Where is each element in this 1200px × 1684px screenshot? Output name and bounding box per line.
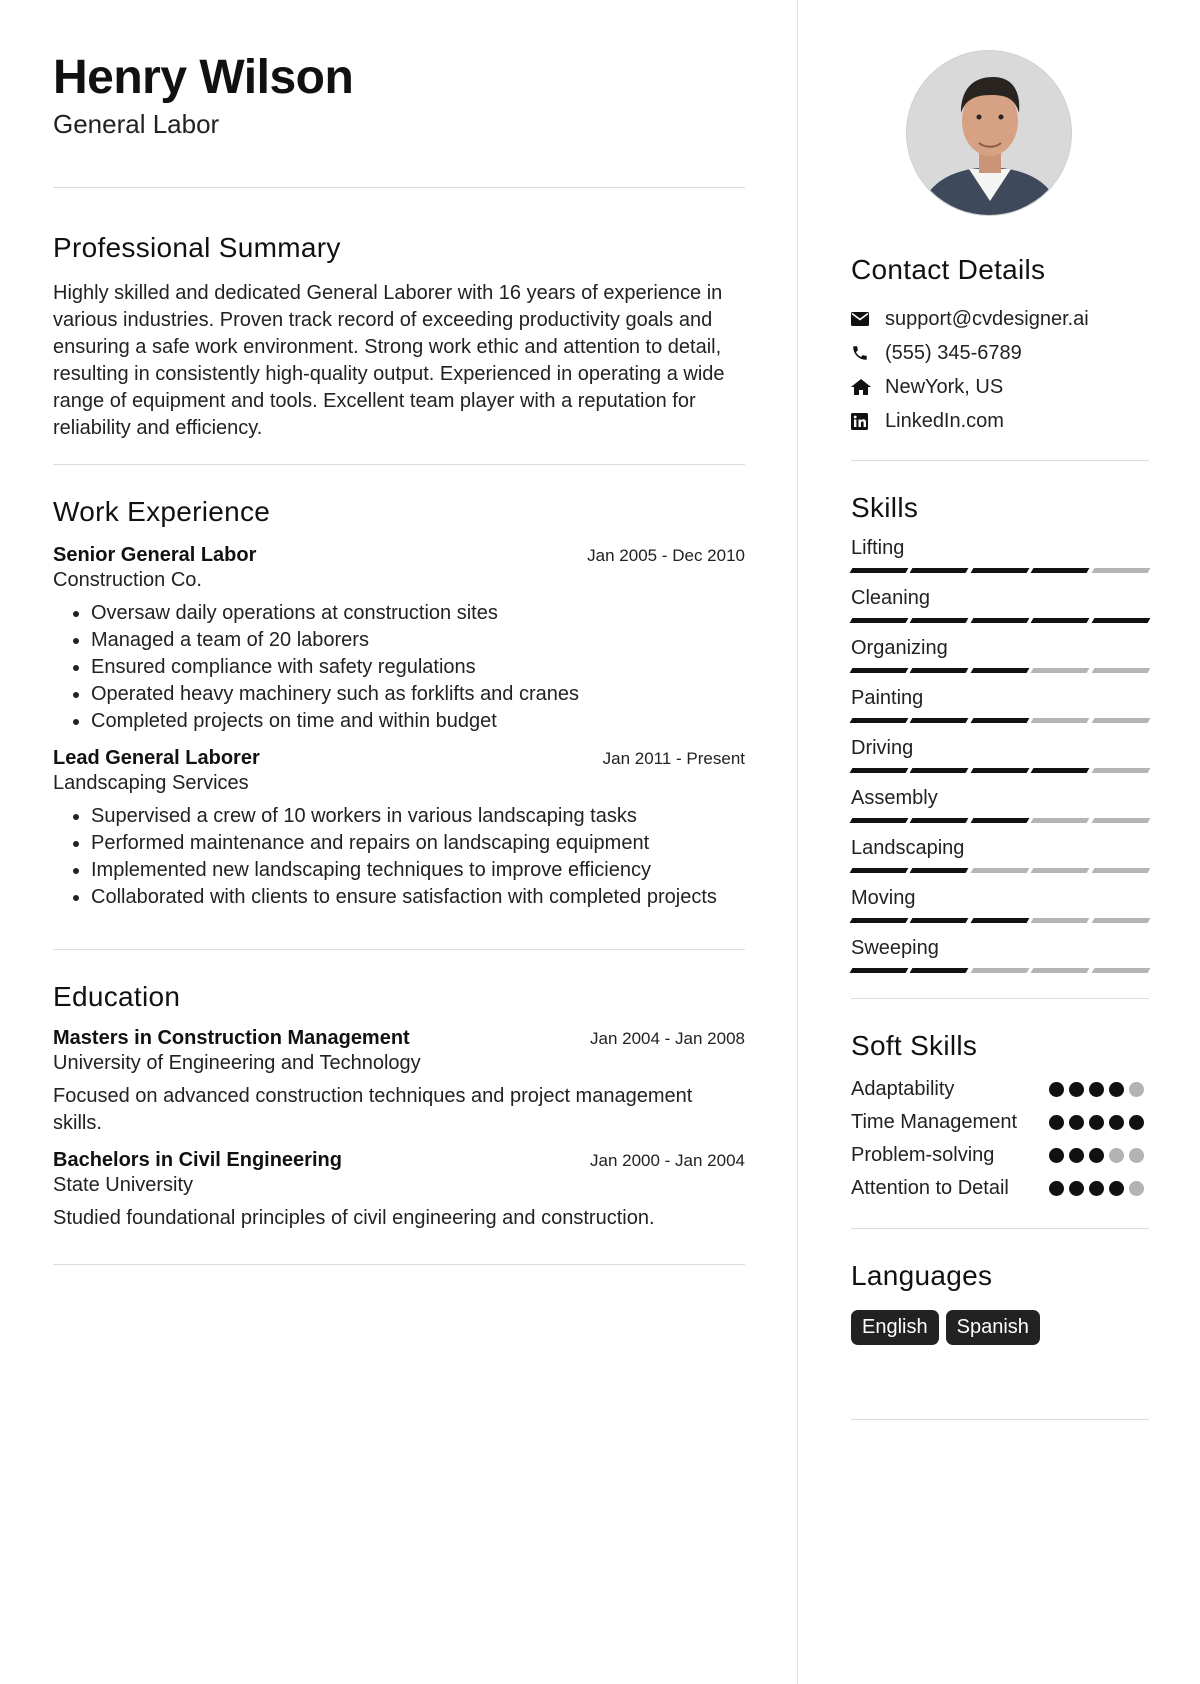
rating-dot-filled	[1109, 1115, 1124, 1130]
skill-segment-empty	[1031, 968, 1090, 973]
skill-level-bar	[851, 768, 1149, 774]
email-text: support@cvdesigner.ai	[885, 307, 1089, 330]
soft-skill-rating	[1049, 1175, 1149, 1198]
rating-dot-filled	[1069, 1082, 1084, 1097]
skill-segment-filled	[910, 818, 969, 823]
skill-segment-filled	[970, 618, 1029, 623]
rating-dot-filled	[1089, 1115, 1104, 1130]
skill-segment-empty	[1091, 568, 1150, 573]
linkedin-text: LinkedIn.com	[885, 409, 1004, 432]
skill-name: Landscaping	[851, 837, 965, 859]
bullet-item: • Performed maintenance and repairs on landscaping equipment	[91, 830, 745, 857]
summary-divider	[53, 464, 745, 465]
bullet-item: • Managed a team of 20 laborers	[91, 627, 745, 654]
contact-divider	[851, 460, 1149, 461]
rating-dot-filled	[1089, 1148, 1104, 1163]
skill-segment-empty	[1091, 918, 1150, 923]
skill-segment-empty	[1031, 668, 1090, 673]
skill-level-bar	[851, 868, 1149, 874]
home-icon	[851, 379, 885, 395]
skill-segment-filled	[1091, 618, 1150, 623]
job-date: Jan 2005 - Dec 2010	[587, 546, 745, 566]
languages-list	[851, 1310, 1149, 1345]
languages-heading: Languages	[851, 1260, 993, 1291]
soft-skills-list	[851, 1076, 1149, 1202]
rating-dot-empty	[1129, 1082, 1144, 1097]
contact-email[interactable]	[851, 302, 1149, 336]
skill-segment-filled	[910, 618, 969, 623]
contact-phone[interactable]	[851, 336, 1149, 370]
degree-name: Bachelors in Civil Engineering	[53, 1149, 342, 1172]
skill-segment-filled	[970, 768, 1029, 773]
skill-segment-empty	[1091, 768, 1150, 773]
skill-name: Lifting	[851, 537, 905, 559]
skill-segment-filled	[970, 568, 1029, 573]
skill-segment-filled	[910, 968, 969, 973]
skill-segment-empty	[1031, 868, 1090, 873]
rating-dot-empty	[1109, 1148, 1124, 1163]
skill-segment-filled	[970, 718, 1029, 723]
soft-skill-rating	[1049, 1076, 1149, 1099]
education-divider	[53, 1264, 745, 1265]
skill-segment-filled	[970, 918, 1029, 923]
rating-dot-filled	[1049, 1181, 1064, 1196]
soft-skill-rating	[1049, 1109, 1149, 1132]
skill-level-bar	[851, 668, 1149, 674]
skill-segment-empty	[1091, 668, 1150, 673]
skill-segment-empty	[970, 868, 1029, 873]
skill-name: Assembly	[851, 787, 938, 809]
skill-level-bar	[851, 968, 1149, 974]
skill-level-bar	[851, 818, 1149, 824]
education-description: Studied foundational principles of civil engineering and construction.	[53, 1207, 655, 1230]
rating-dot-filled	[1069, 1181, 1084, 1196]
job-bullets	[53, 803, 745, 911]
skill-name: Sweeping	[851, 937, 939, 959]
skill-name: Painting	[851, 687, 924, 709]
contact-heading: Contact Details	[851, 254, 1046, 285]
experience-divider	[53, 949, 745, 950]
bullet-item: • Collaborated with clients to ensure satisfaction with completed projects	[91, 884, 745, 911]
soft-skill-name: Attention to Detail	[851, 1177, 1009, 1199]
skill-segment-filled	[1031, 768, 1090, 773]
soft-skill-rating	[1049, 1142, 1149, 1165]
rating-dot-empty	[1129, 1181, 1144, 1196]
school-name: University of Engineering and Technology	[53, 1052, 421, 1075]
skill-name: Moving	[851, 887, 916, 909]
header-divider	[53, 187, 745, 188]
skill-segment-filled	[910, 568, 969, 573]
rating-dot-filled	[1049, 1148, 1064, 1163]
soft-skill-row	[851, 1109, 1149, 1136]
skill-item	[851, 684, 1149, 734]
job-entry	[53, 544, 745, 735]
bullet-item: • Implemented new landscaping techniques to improve efficiency	[91, 857, 745, 884]
location-text: NewYork, US	[885, 375, 1004, 398]
skill-segment-empty	[1091, 868, 1150, 873]
job-role: Senior General Labor	[53, 544, 257, 567]
school-name: State University	[53, 1174, 194, 1197]
languages-divider	[851, 1419, 1149, 1420]
language-pill: English	[851, 1310, 939, 1345]
job-bullets	[53, 600, 745, 735]
skill-item	[851, 734, 1149, 784]
skill-segment-empty	[1031, 718, 1090, 723]
skill-level-bar	[851, 718, 1149, 724]
skill-segment-filled	[970, 668, 1029, 673]
skill-segment-filled	[850, 868, 909, 873]
skill-segment-filled	[850, 818, 909, 823]
bullet-item: • Supervised a crew of 10 workers in various landscaping tasks	[91, 803, 745, 830]
rating-dot-filled	[1109, 1181, 1124, 1196]
envelope-icon	[851, 312, 885, 326]
job-date: Jan 2011 - Present	[602, 749, 745, 769]
language-pill: Spanish	[946, 1310, 1040, 1345]
job-role: Lead General Laborer	[53, 747, 260, 770]
skill-item	[851, 884, 1149, 934]
candidate-title: General Labor	[53, 109, 220, 140]
skill-segment-empty	[1091, 818, 1150, 823]
skill-name: Driving	[851, 737, 914, 759]
rating-dot-filled	[1129, 1115, 1144, 1130]
skill-segment-filled	[850, 968, 909, 973]
candidate-name: Henry Wilson	[53, 51, 354, 104]
rating-dot-filled	[1089, 1082, 1104, 1097]
linkedin-icon	[851, 413, 885, 430]
soft-skill-row	[851, 1076, 1149, 1103]
soft-skill-name: Time Management	[851, 1111, 1017, 1133]
skill-segment-filled	[910, 668, 969, 673]
skills-divider	[851, 998, 1149, 999]
skill-item	[851, 834, 1149, 884]
portrait-illustration	[907, 51, 1072, 216]
education-entry	[53, 1149, 745, 1232]
contact-linkedin[interactable]	[851, 404, 1149, 438]
summary-heading: Professional Summary	[53, 232, 341, 264]
skill-item	[851, 534, 1149, 584]
skill-segment-filled	[910, 918, 969, 923]
education-heading: Education	[53, 981, 181, 1013]
education-entry	[53, 1027, 745, 1137]
skill-segment-filled	[850, 568, 909, 573]
skill-segment-filled	[850, 618, 909, 623]
job-entry	[53, 747, 745, 911]
skills-list	[851, 534, 1149, 984]
rating-dot-empty	[1129, 1148, 1144, 1163]
rating-dot-filled	[1109, 1082, 1124, 1097]
skill-segment-filled	[850, 668, 909, 673]
skill-segment-empty	[1031, 918, 1090, 923]
soft-skills-heading: Soft Skills	[851, 1030, 978, 1061]
skill-segment-empty	[1031, 818, 1090, 823]
rating-dot-filled	[1069, 1115, 1084, 1130]
skill-name: Organizing	[851, 637, 948, 659]
main-column	[53, 50, 745, 1265]
skill-segment-filled	[910, 718, 969, 723]
skill-level-bar	[851, 568, 1149, 574]
soft-skill-name: Problem-solving	[851, 1144, 995, 1166]
sidebar-column	[851, 50, 1149, 1420]
bullet-item: • Operated heavy machinery such as forklifts and cranes	[91, 681, 745, 708]
skill-segment-empty	[970, 968, 1029, 973]
skill-segment-empty	[1091, 968, 1150, 973]
job-company: Landscaping Services	[53, 772, 249, 795]
skill-item	[851, 634, 1149, 684]
profile-photo	[906, 50, 1072, 216]
soft-skill-row	[851, 1142, 1149, 1169]
skill-level-bar	[851, 618, 1149, 624]
summary-text: Highly skilled and dedicated General Laborer with 16 years of experience in various industries. Proven track record of exceeding productivity goals and ensuring a safe work environment. Strong work ethic and attention to detail, resulting in consistently high-quality output. Experienced in operating a wide range of equipment and tools. Excellent team player with a reputation for reliability and efficiency.	[53, 282, 725, 440]
contact-list	[851, 302, 1149, 438]
skill-name: Cleaning	[851, 587, 930, 609]
job-company: Construction Co.	[53, 569, 202, 592]
education-date: Jan 2000 - Jan 2004	[589, 1151, 745, 1171]
phone-text: (555) 345-6789	[885, 341, 1022, 364]
skill-segment-empty	[1091, 718, 1150, 723]
soft-skill-row	[851, 1175, 1149, 1202]
bullet-item: • Ensured compliance with safety regulations	[91, 654, 745, 681]
column-divider	[797, 0, 798, 1684]
skill-item	[851, 934, 1149, 984]
bullet-item: • Oversaw daily operations at construction sites	[91, 600, 745, 627]
education-date: Jan 2004 - Jan 2008	[589, 1029, 745, 1049]
skill-segment-filled	[850, 768, 909, 773]
skill-item	[851, 784, 1149, 834]
skill-segment-filled	[850, 918, 909, 923]
degree-name: Masters in Construction Management	[53, 1027, 410, 1050]
skill-item	[851, 584, 1149, 634]
skill-segment-filled	[970, 818, 1029, 823]
skill-segment-filled	[850, 718, 909, 723]
skill-segment-filled	[1031, 568, 1090, 573]
rating-dot-filled	[1069, 1148, 1084, 1163]
skill-segment-filled	[1031, 618, 1090, 623]
skill-level-bar	[851, 918, 1149, 924]
experience-heading: Work Experience	[53, 496, 271, 528]
rating-dot-filled	[1049, 1082, 1064, 1097]
skill-segment-filled	[910, 868, 969, 873]
skill-segment-filled	[910, 768, 969, 773]
rating-dot-filled	[1049, 1115, 1064, 1130]
education-description: Focused on advanced construction techniques and project management skills.	[53, 1085, 693, 1135]
skills-heading: Skills	[851, 492, 919, 523]
soft-skills-divider	[851, 1228, 1149, 1229]
phone-icon	[851, 344, 885, 362]
bullet-item: • Completed projects on time and within budget	[91, 708, 745, 735]
soft-skill-name: Adaptability	[851, 1078, 955, 1100]
contact-location	[851, 370, 1149, 404]
rating-dot-filled	[1089, 1181, 1104, 1196]
